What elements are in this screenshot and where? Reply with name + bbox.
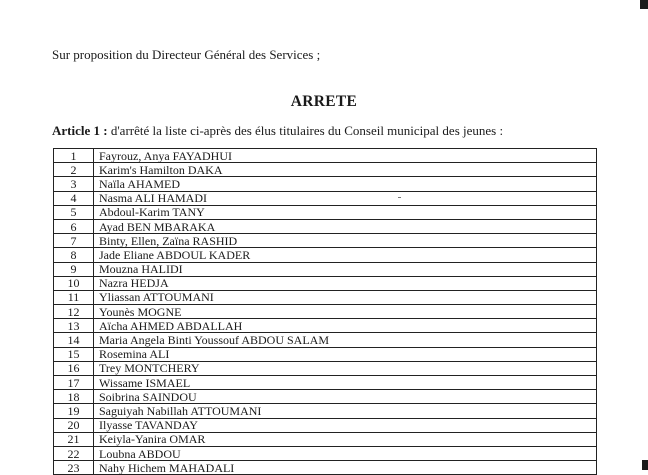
table-row: [54, 248, 597, 262]
members-table-body: [54, 149, 597, 475]
member-number: 4: [54, 191, 94, 205]
member-name: Nazra HEDJA: [94, 276, 597, 290]
member-number: 22: [54, 446, 94, 460]
table-row: [54, 376, 597, 390]
scan-corner-mark: [642, 460, 648, 470]
member-name: Wissame ISMAEL: [94, 376, 597, 390]
member-name: Younès MOGNE: [94, 305, 597, 319]
member-number: 16: [54, 361, 94, 375]
member-name: Naïla AHAMED: [94, 177, 597, 191]
member-number: 2: [54, 163, 94, 177]
table-row: [54, 234, 597, 248]
table-row: [54, 461, 597, 475]
table-row: [54, 276, 597, 290]
member-number: 8: [54, 248, 94, 262]
table-row: [54, 446, 597, 460]
member-name: Maria Angela Binti Youssouf ABDOU SALAM: [94, 333, 597, 347]
member-name: Soibrina SAINDOU: [94, 390, 597, 404]
member-number: 14: [54, 333, 94, 347]
article-text: d'arrêté la liste ci-après des élus titulaires du Conseil municipal des jeunes :: [107, 123, 504, 138]
table-row: [54, 404, 597, 418]
member-number: 10: [54, 276, 94, 290]
table-row: [54, 177, 597, 191]
member-number: 19: [54, 404, 94, 418]
table-row: [54, 262, 597, 276]
member-name: Keiyla-Yanira OMAR: [94, 432, 597, 446]
member-name: Fayrouz, Anya FAYADHUI: [94, 149, 597, 163]
member-name: Jade Eliane ABDOUL KADER: [94, 248, 597, 262]
article-1: [52, 123, 503, 139]
member-name: Aïcha AHMED ABDALLAH: [94, 319, 597, 333]
member-number: 13: [54, 319, 94, 333]
scan-speck: [398, 197, 401, 198]
member-name: Loubna ABDOU: [94, 446, 597, 460]
table-row: [54, 418, 597, 432]
member-name: Karim's Hamilton DAKA: [94, 163, 597, 177]
table-row: [54, 390, 597, 404]
member-name: Abdoul-Karim TANY: [94, 205, 597, 219]
member-number: 5: [54, 205, 94, 219]
table-row: [54, 290, 597, 304]
member-number: 1: [54, 149, 94, 163]
member-name: Binty, Ellen, Zaïna RASHID: [94, 234, 597, 248]
table-row: [54, 205, 597, 219]
member-number: 17: [54, 376, 94, 390]
member-name: Trey MONTCHERY: [94, 361, 597, 375]
member-name: Rosemina ALI: [94, 347, 597, 361]
table-row: [54, 333, 597, 347]
member-number: 23: [54, 461, 94, 475]
member-name: Ayad BEN MBARAKA: [94, 219, 597, 233]
table-row: [54, 149, 597, 163]
member-name: Ilyasse TAVANDAY: [94, 418, 597, 432]
table-row: [54, 163, 597, 177]
member-name: Nasma ALI HAMADI: [94, 191, 597, 205]
member-name: Mouzna HALIDI: [94, 262, 597, 276]
table-row: [54, 361, 597, 375]
member-number: 3: [54, 177, 94, 191]
table-row: [54, 319, 597, 333]
member-number: 7: [54, 234, 94, 248]
article-label: Article 1 :: [52, 123, 108, 138]
table-row: [54, 432, 597, 446]
member-number: 12: [54, 305, 94, 319]
member-number: 9: [54, 262, 94, 276]
member-number: 21: [54, 432, 94, 446]
member-number: 11: [54, 290, 94, 304]
members-table: [53, 148, 597, 475]
table-row: [54, 191, 597, 205]
table-row: [54, 219, 597, 233]
scan-corner-mark: [640, 0, 648, 9]
decree-title: ARRETE: [290, 93, 358, 110]
member-name: Yliassan ATTOUMANI: [94, 290, 597, 304]
member-number: 20: [54, 418, 94, 432]
member-name: Nahy Hichem MAHADALI: [94, 461, 597, 475]
intro-paragraph: Sur proposition du Directeur Général des Services ;: [52, 47, 321, 62]
member-number: 18: [54, 390, 94, 404]
member-number: 15: [54, 347, 94, 361]
member-name: Saguiyah Nabillah ATTOUMANI: [94, 404, 597, 418]
table-row: [54, 305, 597, 319]
table-row: [54, 347, 597, 361]
member-number: 6: [54, 219, 94, 233]
